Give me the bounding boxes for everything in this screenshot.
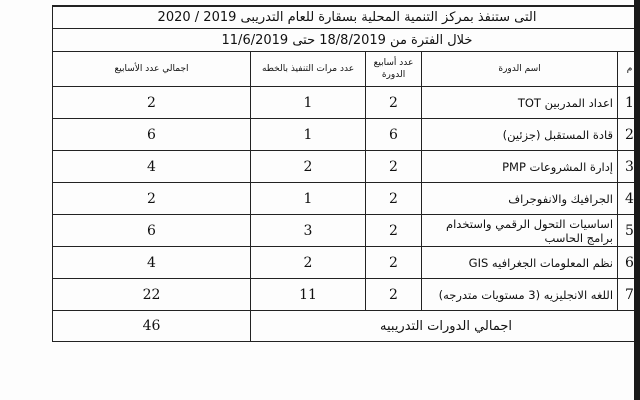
total-row [53, 311, 640, 342]
courses-table [52, 5, 640, 342]
row-index: 1 [618, 87, 640, 119]
course-weeks: 2 [366, 183, 422, 215]
exec-times: 1 [251, 119, 366, 151]
total-weeks: 6 [53, 119, 251, 151]
table-row [53, 119, 640, 151]
course-name: قادة المستقبل (جزئين) [422, 119, 618, 151]
table-title: التى ستنفذ بمركز التنمية المحلية بسقارة للعام التدريبى 2019 / 2020 [53, 6, 640, 29]
exec-times: 1 [251, 183, 366, 215]
exec-times: 2 [251, 151, 366, 183]
course-name: نظم المعلومات الجغرافيه GIS [422, 247, 618, 279]
total-label: اجمالي الدورات التدريبيه [251, 311, 640, 342]
title-row-1 [53, 6, 640, 29]
course-weeks: 2 [366, 279, 422, 311]
course-weeks: 2 [366, 151, 422, 183]
header-row [53, 52, 640, 87]
row-index: 4 [618, 183, 640, 215]
course-name: إدارة المشروعات PMP [422, 151, 618, 183]
header-exec-times: عدد مرات التنفيذ بالخطه [251, 52, 366, 87]
header-course-weeks: عدد أسابيع الدورة [366, 52, 422, 87]
course-weeks: 6 [366, 119, 422, 151]
total-weeks: 6 [53, 215, 251, 247]
course-name: اساسيات التحول الرقمي واستخدام برامج الحاسب [422, 215, 618, 247]
row-index: 2 [618, 119, 640, 151]
header-course-name: اسم الدورة [422, 52, 618, 87]
exec-times: 11 [251, 279, 366, 311]
row-index: 3 [618, 151, 640, 183]
table-row [53, 151, 640, 183]
exec-times: 1 [251, 87, 366, 119]
table-period: خلال الفترة من 18/8/2019 حتى 11/6/2019 [53, 29, 640, 52]
total-weeks: 22 [53, 279, 251, 311]
page-left-margin [0, 0, 52, 400]
course-weeks: 2 [366, 87, 422, 119]
scan-edge-shadow [634, 0, 640, 400]
row-index: 7 [618, 279, 640, 311]
table-row [53, 87, 640, 119]
header-index: م [618, 52, 640, 87]
total-value: 46 [53, 311, 251, 342]
total-weeks: 2 [53, 183, 251, 215]
row-index: 6 [618, 247, 640, 279]
course-weeks: 2 [366, 247, 422, 279]
table-row [53, 247, 640, 279]
total-weeks: 2 [53, 87, 251, 119]
exec-times: 3 [251, 215, 366, 247]
total-weeks: 4 [53, 247, 251, 279]
table-row [53, 183, 640, 215]
header-total-weeks: اجمالي عدد الأسابيع [53, 52, 251, 87]
course-name: اللغه الانجليزيه (3 مستويات متدرجه) [422, 279, 618, 311]
course-name: الجرافيك والانفوجراف [422, 183, 618, 215]
row-index: 5 [618, 215, 640, 247]
total-weeks: 4 [53, 151, 251, 183]
course-name: اعداد المدربين TOT [422, 87, 618, 119]
title-row-2 [53, 29, 640, 52]
table-row [53, 279, 640, 311]
exec-times: 2 [251, 247, 366, 279]
table-row [53, 215, 640, 247]
course-weeks: 2 [366, 215, 422, 247]
